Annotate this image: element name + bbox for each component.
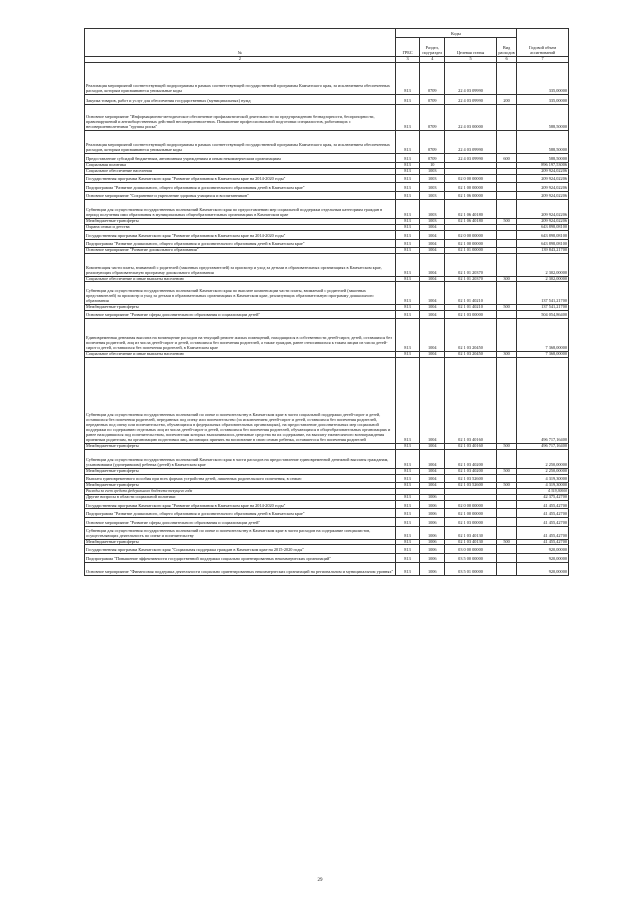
row-razdel: 1004	[420, 239, 445, 248]
row-target-article: 02 1 06 00000	[445, 191, 497, 200]
row-grbs: 813	[395, 168, 420, 174]
row-grbs: 813	[395, 282, 420, 304]
row-expense-type	[496, 200, 516, 219]
row-amount: 4 319,30000	[517, 474, 569, 483]
row-target-article: 03 0 00 00000	[445, 545, 497, 554]
row-amount: 7 368,00000	[517, 351, 569, 357]
row-grbs: 813	[395, 494, 420, 500]
row-grbs: 813	[395, 200, 420, 219]
row-name: Государственная программа Камчатского края "Развитие образования в Камчатском крае на 2014-2020 годы"	[85, 174, 396, 183]
row-target-article: 02 0 00 00000	[445, 174, 497, 183]
row-grbs: 813	[395, 63, 420, 95]
column-number: 7	[517, 57, 569, 63]
row-name: Основное мероприятие "Развитие сферы дополнительного образования и социализации детей"	[85, 310, 396, 319]
row-expense-type: 300	[496, 351, 516, 357]
row-name: Компенсация части платы, взимаемой с родителей (законных представителей) за присмотр и уход за детьми в образовательных организациях в Камчатском крае, реализующих образовательную программу дошкольного образования	[85, 254, 396, 276]
row-grbs: 813	[395, 94, 420, 104]
table-row	[85, 310, 569, 319]
row-target-article: 02 1 01 40210	[445, 304, 497, 310]
row-amount: 209 924,02206	[517, 200, 569, 219]
row-razdel: 0709	[420, 105, 445, 131]
row-grbs: 813	[395, 539, 420, 545]
row-razdel: 1006	[420, 494, 445, 500]
row-expense-type: 500	[496, 483, 516, 489]
row-grbs: 813	[395, 276, 420, 282]
row-target-article: 02 1 03 40200	[445, 449, 497, 468]
row-amount: 2 302,00000	[517, 276, 569, 282]
row-expense-type	[496, 545, 516, 554]
row-grbs: 813	[395, 562, 420, 575]
row-grbs: 813	[395, 443, 420, 449]
row-razdel: 1004	[420, 449, 445, 468]
header-target-article: Целевая статья	[445, 38, 497, 57]
row-amount: 7 368,00000	[517, 319, 569, 352]
row-grbs: 813	[395, 474, 420, 483]
row-razdel: 1003	[420, 219, 445, 225]
row-target-article: 22 4 03 00000	[445, 105, 497, 131]
row-name: Социальное обеспечение и иные выплаты населению	[85, 351, 396, 357]
row-expense-type: 500	[496, 468, 516, 474]
row-name: Межбюджетные трансферты	[85, 443, 396, 449]
row-amount: 4 319,30000	[517, 483, 569, 489]
row-grbs: 813	[395, 191, 420, 200]
row-razdel: 1006	[420, 554, 445, 563]
row-target-article: 02 1 03 40130	[445, 526, 497, 539]
row-grbs: 813	[395, 500, 420, 509]
table-row	[85, 357, 569, 443]
row-expense-type	[496, 63, 516, 95]
table-row	[85, 191, 569, 200]
row-target-article: 03 5 00 00000	[445, 554, 497, 563]
row-razdel: 1004	[420, 357, 445, 443]
row-name: Межбюджетные трансферты	[85, 483, 396, 489]
row-expense-type	[496, 239, 516, 248]
row-amount: 2 250,00000	[517, 449, 569, 468]
row-razdel: 1004	[420, 483, 445, 489]
row-name: Подпрограмма "Повышение эффективности государственной поддержки социально ориентированных некоммерческих организаций"	[85, 554, 396, 563]
row-expense-type: 500	[496, 304, 516, 310]
column-number: 3	[395, 57, 420, 63]
row-razdel: 1004	[420, 282, 445, 304]
row-amount: 209 924,02206	[517, 219, 569, 225]
row-expense-type: 300	[496, 276, 516, 282]
row-razdel: 1004	[420, 254, 445, 276]
row-expense-type: 500	[496, 219, 516, 225]
row-target-article: 02 1 03 52600	[445, 474, 497, 483]
row-target-article: 22 4 03 09990	[445, 130, 497, 153]
row-expense-type: 600	[496, 154, 516, 163]
row-name: Основное мероприятие "Развитие дошкольного образования"	[85, 248, 396, 254]
row-expense-type	[496, 509, 516, 518]
row-razdel: 0709	[420, 154, 445, 163]
page-number: 29	[317, 878, 323, 883]
row-target-article: 02 0 00 00000	[445, 231, 497, 240]
row-expense-type	[496, 183, 516, 192]
row-amount: 496 717,16400	[517, 357, 569, 443]
row-amount: 643 898,08100	[517, 231, 569, 240]
row-expense-type: 500	[496, 443, 516, 449]
row-amount: 209 924,02206	[517, 183, 569, 192]
row-amount: 920,00000	[517, 562, 569, 575]
row-razdel: 1004	[420, 304, 445, 310]
row-target-article: 02 1 03 20450	[445, 351, 497, 357]
row-amount: 41 455,42700	[517, 500, 569, 509]
row-name: Субвенции для осуществления государственных полномочий по опеке и попечительству в Камчатском крае в части социальной поддержки детей-сирот и детей, оставшихся без попечения родителей, переданных под опеку или попечительство (за исключением детей-сирот и детей, оставшихся без попечения родителей, переданных под опеку или попечительство, обучающихся в федеральных образовательных организациях), на предоставление дополнительных мер социальной поддержки по содержанию отдельных лиц из числа детей-сирот и детей, оставшихся без попечения родителей, обучающихся в общеобразовательных организациях и ранее находившихся под попечительством, попечителям которых выплачивались денежные средства на их содержание, на выплату ежемесячного вознаграждения приемным родителям, на организацию подготовки лиц, желающих принять на воспитание в свою семью ребенка, оставшегося без попечения родителей	[85, 357, 396, 443]
row-amount: 504 054,86400	[517, 310, 569, 319]
row-amount: 920,00000	[517, 545, 569, 554]
row-grbs: 813	[395, 304, 420, 310]
row-razdel: 1003	[420, 200, 445, 219]
row-name: Социальная политика	[85, 162, 396, 168]
row-name: Основное мероприятие "Развитие сферы дополнительного образования и социализации детей"	[85, 518, 396, 527]
table-row	[85, 94, 569, 104]
table-row	[85, 254, 569, 276]
row-amount: 588,50000	[517, 105, 569, 131]
column-number: 6	[496, 57, 516, 63]
row-amount: 496 717,16400	[517, 443, 569, 449]
row-name: Подпрограмма "Развитие дошкольного, общего образования и дополнительного образования детей в Камчатском крае"	[85, 509, 396, 518]
table-row	[85, 239, 569, 248]
row-target-article: 02 1 03 40160	[445, 357, 497, 443]
row-razdel: 0709	[420, 94, 445, 104]
row-amount: 588,50000	[517, 154, 569, 163]
row-name: Межбюджетные трансферты	[85, 304, 396, 310]
row-target-article: 02 1 03 00000	[445, 518, 497, 527]
row-expense-type	[496, 130, 516, 153]
row-name: Межбюджетные трансферты	[85, 219, 396, 225]
row-grbs: 813	[395, 310, 420, 319]
row-amount: 41 455,42700	[517, 509, 569, 518]
row-razdel: 1004	[420, 276, 445, 282]
row-expense-type: 200	[496, 94, 516, 104]
row-razdel: 1006	[420, 509, 445, 518]
row-razdel: 1004	[420, 443, 445, 449]
row-name: Государственная программа Камчатского края "Развитие образования в Камчатском крае на 2014-2020 годы"	[85, 231, 396, 240]
row-grbs: 813	[395, 130, 420, 153]
table-row	[85, 509, 569, 518]
row-target-article: 02 1 00 00000	[445, 239, 497, 248]
row-expense-type	[496, 231, 516, 240]
row-target-article: 02 1 03 52600	[445, 483, 497, 489]
header-number: №	[85, 29, 396, 57]
row-razdel: 1006	[420, 500, 445, 509]
row-amount: 2 250,00000	[517, 468, 569, 474]
table-row	[85, 500, 569, 509]
row-target-article: 02 0 00 00000	[445, 500, 497, 509]
row-grbs: 813	[395, 554, 420, 563]
row-name: Предоставление субсидий бюджетным, автономным учреждениям и иным некоммерческим организациям	[85, 154, 396, 163]
table-row	[85, 545, 569, 554]
row-name: Государственная программа Камчатского края "Социальная поддержка граждан в Камчатском крае на 2015-2020 годы"	[85, 545, 396, 554]
table-body	[85, 63, 569, 576]
row-grbs: 813	[395, 183, 420, 192]
row-razdel: 0709	[420, 130, 445, 153]
row-expense-type	[496, 526, 516, 539]
table-row	[85, 183, 569, 192]
row-name: Подпрограмма "Развитие дошкольного, общего образования и дополнительного образования детей в Камчатском крае"	[85, 183, 396, 192]
row-expense-type	[496, 449, 516, 468]
row-name: Основное мероприятие "Информационно-методическое обеспечение профилактической деятельности по предупреждению безнадзорности, беспризорности, правонарушений и антиобщественных действий несовершеннолетних. Повышение профессиональной подготовки специалистов, работающих с несовершеннолетними "группы риска"	[85, 105, 396, 131]
row-grbs: 813	[395, 545, 420, 554]
row-amount: 4 319,30000	[517, 489, 569, 495]
budget-allocation-table	[84, 28, 569, 576]
row-name: Подпрограмма "Развитие дошкольного, общего образования и дополнительного образования детей в Камчатском крае"	[85, 239, 396, 248]
row-expense-type	[496, 357, 516, 443]
table-header-row	[85, 29, 569, 38]
row-amount: 896 197,53006	[517, 162, 569, 168]
table-row	[85, 449, 569, 468]
row-grbs: 813	[395, 219, 420, 225]
row-razdel: 1004	[420, 310, 445, 319]
row-amount: 643 898,08100	[517, 225, 569, 231]
header-grbs: ГРБС	[395, 38, 420, 57]
row-razdel: 0709	[420, 63, 445, 95]
row-grbs: 813	[395, 248, 420, 254]
column-number: 4	[420, 57, 445, 63]
row-grbs: 813	[395, 468, 420, 474]
row-expense-type	[496, 518, 516, 527]
row-grbs: 813	[395, 351, 420, 357]
row-target-article: 22 4 03 09990	[445, 94, 497, 104]
row-amount: 920,00000	[517, 554, 569, 563]
header-codes-group: Коды	[395, 29, 517, 38]
row-razdel: 1004	[420, 468, 445, 474]
row-name: Закупка товаров, работ и услуг для обеспечения государственных (муниципальных) нужд	[85, 94, 396, 104]
row-name: Единовременная денежная выплата на возмещение расходов на текущий ремонт жилых помещений, находящихся в собственности детей-сирот, детей, оставшихся без попечения родителей, лиц из числа детей-сирот и детей, оставшихся без попечения родителей, а также граждан, ранее относившихся к таким лицам из числа детей-сирот и детей, оставшихся без попечения родителей, в Камчатском крае	[85, 319, 396, 352]
row-amount: 42 375,42700	[517, 494, 569, 500]
row-target-article: 03 5 01 00000	[445, 562, 497, 575]
row-amount: 209 924,02206	[517, 174, 569, 183]
row-grbs: 813	[395, 509, 420, 518]
table-row	[85, 105, 569, 131]
row-razdel: 1004	[420, 231, 445, 240]
row-grbs: 813	[395, 518, 420, 527]
row-grbs: 813	[395, 231, 420, 240]
table-row	[85, 554, 569, 563]
row-expense-type	[496, 562, 516, 575]
row-name: Межбюджетные трансферты	[85, 468, 396, 474]
table-row	[85, 231, 569, 240]
row-amount: 335,00000	[517, 63, 569, 95]
row-name: Субвенции для осуществления государственных полномочий Камчатского края по предоставлению мер социальной поддержки отдельным категориям граждан в период получения ими образования в муниципальных общеобразовательных организациях в Камчатском крае	[85, 200, 396, 219]
row-name: Реализация мероприятий соответствующей подпрограммы в рамках соответствующей государственной программы Камчатского края, за исключением обеспеченных расходов, которым присваиваются уникальные коды	[85, 63, 396, 95]
row-grbs: 813	[395, 239, 420, 248]
row-expense-type	[496, 474, 516, 483]
row-target-article: 02 1 01 40210	[445, 282, 497, 304]
row-razdel: 1006	[420, 526, 445, 539]
row-razdel: 1004	[420, 474, 445, 483]
row-name: Реализация мероприятий соответствующей подпрограммы в рамках соответствующей государственной программы Камчатского края, за исключением обеспеченных расходов, которым присваиваются уникальные коды	[85, 130, 396, 153]
row-grbs: 813	[395, 357, 420, 443]
row-name: Другие вопросы в области социальной политики	[85, 494, 396, 500]
header-razdel: Раздел, под-раздел	[420, 38, 445, 57]
row-razdel: 1004	[420, 225, 445, 231]
header-annual-volume: Годовой объем ассигнований	[517, 29, 569, 57]
row-target-article: 02 1 00 00000	[445, 183, 497, 192]
row-expense-type	[496, 310, 516, 319]
table-row	[85, 174, 569, 183]
row-target-article: 02 1 01 20370	[445, 254, 497, 276]
row-razdel: 1004	[420, 248, 445, 254]
row-razdel: 1006	[420, 562, 445, 575]
row-name: Субвенции для осуществления государственных полномочий по опеке и попечительству в Камчатском крае в части расходов на содержание специалистов, осуществляющих деятельность по опеке и попечительству	[85, 526, 396, 539]
row-amount: 335,00000	[517, 94, 569, 104]
row-razdel: 1003	[420, 191, 445, 200]
row-razdel: 10	[420, 162, 445, 168]
row-target-article: 22 4 03 09990	[445, 63, 497, 95]
row-expense-type	[496, 500, 516, 509]
row-amount: 41 455,42700	[517, 539, 569, 545]
row-razdel: 1006	[420, 539, 445, 545]
row-amount: 2 302,00000	[517, 254, 569, 276]
row-amount: 137 541,21700	[517, 282, 569, 304]
row-grbs: 813	[395, 254, 420, 276]
row-name: Межбюджетные трансферты	[85, 539, 396, 545]
header-expense-type: Вид расходов	[496, 38, 516, 57]
row-name: Выплата единовременного пособия при всех формах устройства детей, лишенных родительского попечения, в семью	[85, 474, 396, 483]
row-grbs: 813	[395, 449, 420, 468]
row-expense-type	[496, 254, 516, 276]
row-amount: 41 455,42700	[517, 526, 569, 539]
table-row	[85, 526, 569, 539]
row-target-article: 02 1 03 40200	[445, 468, 497, 474]
row-razdel: 1004	[420, 319, 445, 352]
row-target-article: 22 4 03 09990	[445, 154, 497, 163]
row-amount: 643 898,08100	[517, 239, 569, 248]
table-row	[85, 130, 569, 153]
row-target-article: 02 1 06 40180	[445, 219, 497, 225]
row-razdel: 1003	[420, 174, 445, 183]
table-row	[85, 154, 569, 163]
row-target-article: 02 1 03 00000	[445, 310, 497, 319]
row-grbs: 813	[395, 225, 420, 231]
row-name: Социальное обеспечение и иные выплаты населению	[85, 276, 396, 282]
row-name: Охрана семьи и детства	[85, 225, 396, 231]
row-grbs: 813	[395, 319, 420, 352]
table-row	[85, 282, 569, 304]
table-row	[85, 319, 569, 352]
table-row	[85, 518, 569, 527]
row-amount: 137 541,21700	[517, 304, 569, 310]
row-expense-type	[496, 105, 516, 131]
row-name: Основное мероприятие "Финансовая поддержка деятельности социально ориентированных некоммерческих организаций на региональном и муниципальном уровнях"	[85, 562, 396, 575]
row-expense-type	[496, 191, 516, 200]
row-grbs: 813	[395, 483, 420, 489]
row-grbs: 813	[395, 105, 420, 131]
row-target-article: 02 1 03 40160	[445, 443, 497, 449]
row-name: Расходы за счет средств федерального бюджета текущего года	[85, 489, 396, 495]
row-name: Субвенции для осуществления государственных полномочий Камчатского края по выплате компенсации части платы, взимаемой с родителей (законных представителей) за присмотр и уход за детьми в образовательных организациях в Камчатском крае, реализующих образовательную программу дошкольного образования	[85, 282, 396, 304]
row-target-article: 02 1 00 00000	[445, 509, 497, 518]
row-expense-type: 500	[496, 539, 516, 545]
row-razdel: 1006	[420, 545, 445, 554]
table-row	[85, 562, 569, 575]
row-target-article: 02 1 03 20450	[445, 319, 497, 352]
row-grbs: 813	[395, 154, 420, 163]
row-expense-type	[496, 282, 516, 304]
row-target-article: 02 1 01 00000	[445, 248, 497, 254]
row-grbs: 813	[395, 174, 420, 183]
row-razdel: 1003	[420, 183, 445, 192]
row-target-article: 02 1 06 40180	[445, 200, 497, 219]
table-row	[85, 200, 569, 219]
row-amount: 41 455,42700	[517, 518, 569, 527]
row-amount: 209 924,02206	[517, 168, 569, 174]
column-number: 2	[85, 57, 396, 63]
row-name: Социальное обеспечение населения	[85, 168, 396, 174]
row-target-article: 02 1 03 40130	[445, 539, 497, 545]
row-expense-type	[496, 554, 516, 563]
row-amount: 139 843,21700	[517, 248, 569, 254]
row-razdel: 1004	[420, 351, 445, 357]
row-amount: 209 924,02206	[517, 191, 569, 200]
row-name: Государственная программа Камчатского края "Развитие образования в Камчатском крае на 2014-2020 годы"	[85, 500, 396, 509]
row-expense-type	[496, 319, 516, 352]
row-target-article: 02 1 01 20370	[445, 276, 497, 282]
row-expense-type	[496, 174, 516, 183]
row-grbs: 813	[395, 162, 420, 168]
row-amount: 588,50000	[517, 130, 569, 153]
column-number: 5	[445, 57, 497, 63]
table-row	[85, 63, 569, 95]
row-razdel: 1003	[420, 168, 445, 174]
table-row	[85, 474, 569, 483]
row-name: Основное мероприятие "Сохранение и укрепление здоровья учащихся и воспитанников"	[85, 191, 396, 200]
row-grbs: 813	[395, 526, 420, 539]
row-razdel: 1006	[420, 518, 445, 527]
row-name: Субвенции для осуществления государственных полномочий Камчатского края в части расходов на предоставление единовременной денежной выплаты гражданам, усыновившим (удочерившим) ребенка (детей) в Камчатском крае	[85, 449, 396, 468]
